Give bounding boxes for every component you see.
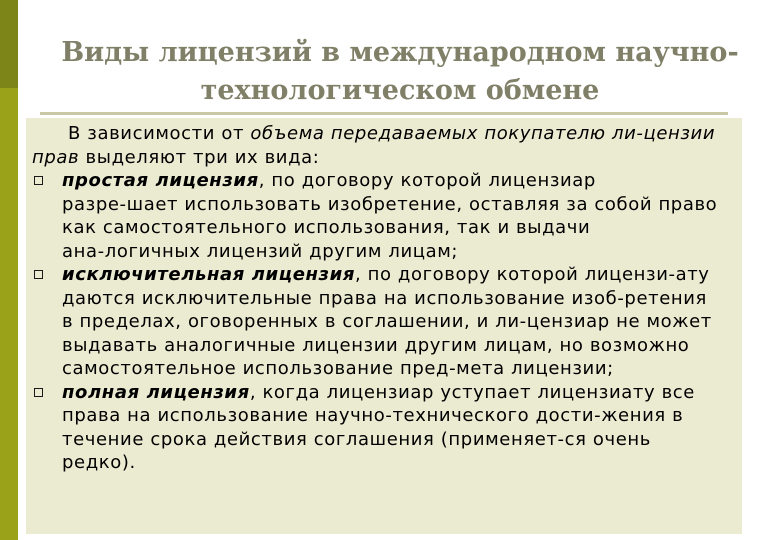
bullet-term: полная лицензия xyxy=(62,381,250,403)
intro-emphasis-2: прав xyxy=(32,146,80,168)
bullet-line: выдавать аналогичные лицензии другим лицам, но возможно xyxy=(62,334,690,356)
bullet-text: , по договору которой лицензиар xyxy=(258,170,596,191)
bullet-line: редко). xyxy=(62,452,136,473)
bullet-line: ана-логичных лицензий другим лицам; xyxy=(62,240,459,262)
list-item xyxy=(32,169,736,263)
bullet-line xyxy=(62,263,736,287)
intro-lead: В зависимости от xyxy=(68,123,251,144)
bullet-line: течение срока действия соглашения (применяет-ся очень xyxy=(62,428,651,450)
bullet-text: , когда лицензиар уступает лицензиату все xyxy=(249,381,695,403)
bullet-term: простая лицензия xyxy=(62,170,259,191)
bullet-line: самостоятельное использование пред-мета лицензии; xyxy=(62,358,614,379)
list-item xyxy=(32,263,736,381)
left-accent-block xyxy=(0,0,18,88)
bullet-line xyxy=(62,381,736,405)
title-divider xyxy=(40,112,728,115)
bullet-line: даются исключительные права на использование изоб-ретения xyxy=(62,287,707,309)
intro-line-1 xyxy=(32,122,736,146)
bullet-line: в пределах, оговоренных в соглашении, и ли-цензиар не может xyxy=(62,311,712,332)
left-accent-bar xyxy=(0,0,18,540)
bullet-list xyxy=(32,169,736,475)
list-item xyxy=(32,381,736,475)
bullet-line: как самостоятельного использования, так и выдачи xyxy=(62,217,591,238)
bullet-line xyxy=(62,169,736,193)
intro-line-2 xyxy=(32,146,736,170)
bullet-line: разре-шает использовать изобретение, оставляя за собой право xyxy=(62,193,718,215)
intro-rest: выделяют три их вида: xyxy=(79,146,320,168)
bullet-text: , по договору которой лицензи-ату xyxy=(354,264,710,285)
bullet-term: исключительная лицензия xyxy=(62,264,355,285)
bullet-line: права на использование научно-технического дости-жения в xyxy=(62,405,684,426)
slide-title-line-1: Виды лицензий в международном научно- xyxy=(61,37,739,68)
slide-title xyxy=(60,34,740,110)
square-bullet-icon xyxy=(34,176,43,185)
square-bullet-icon xyxy=(34,388,43,397)
intro-emphasis-1: объема передаваемых покупателю ли-цензии xyxy=(250,123,716,144)
square-bullet-icon xyxy=(34,270,43,279)
slide-title-line-2: технологическом обмене xyxy=(200,75,600,106)
content-panel xyxy=(26,118,742,534)
intro-paragraph xyxy=(32,122,736,169)
